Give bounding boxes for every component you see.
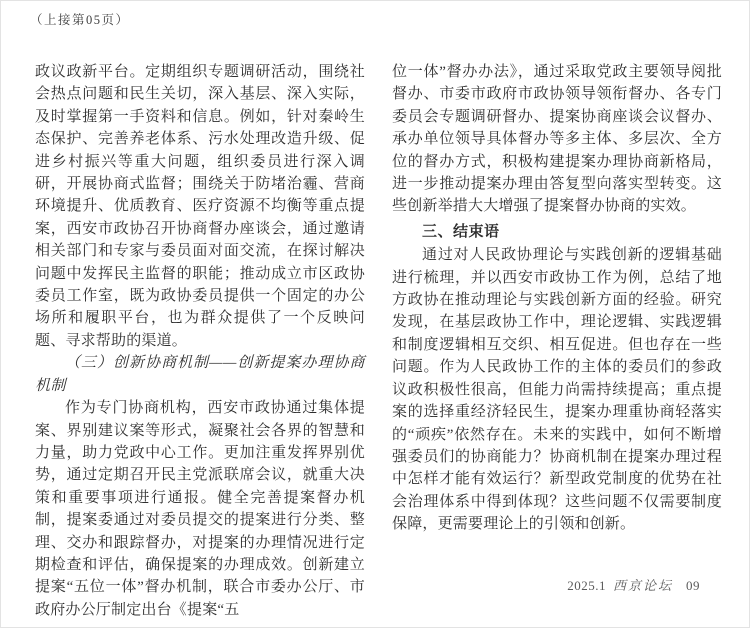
two-column-text-area (35, 61, 722, 621)
page-footer (567, 575, 700, 594)
left-paragraph-continuation: 政议政新平台。定期组织专题调研活动，围绕社会热点问题和民生关切，深入基层、深入实际，及时掌握第一手资料和信息。例如，针对秦岭生态保护、完善养老体系、污水处理改造升级、促进乡村振兴等重大问题，组织委员进行深入调研，开展协商式监督；围绕关于防堵治霾、营商环境提升、优质教育、医疗资源不均衡等重点提案，西安市政协召开协商督办座谈会，通过邀请相关部门和专家与委员面对面交流，在探讨解决问题中发挥民主监督的职能；推动成立市区政协委员工作室，既为政协委员提供一个固定的办公场所和履职平台，也为群众提供了一个反映问题、寻求帮助的渠道。 (35, 64, 365, 349)
section-heading-conclusion: 三、结束语 (422, 222, 500, 240)
continued-from-note: （上接第05页） (30, 13, 130, 27)
footer-page-number: 09 (686, 578, 700, 593)
footer-issue-number: 2025.1 (567, 578, 606, 593)
subsection-heading-innovation-mechanism: （三）创新协商机制——创新提案办理协商机制 (35, 355, 365, 394)
left-paragraph-new: 作为专门协商机构，西安市政协通过集体提案、界别建议案等形式，凝聚社会各界的智慧和力量，助力党政中心工作。更加注重发挥界别优势，通过定期召开民主党派联席会议，就重大决策和重要事项进行通报。健全完善提案督办机制，提案委通过对委员提交的提案进行分类、整理、交办和跟踪督办，对提案的办理情况进行定期检查和评估，确保提案的办理成效。创新建立提案“五位一体”督办机制，联合市委办公厅、市政府办公厅制定出台《提案“五 (35, 400, 365, 618)
left-column (35, 61, 365, 621)
footer-journal-name: 西京论坛 (612, 578, 673, 593)
right-column (392, 61, 722, 621)
right-paragraph-conclusion: 通过对人民政协理论与实践创新的逻辑基础进行梳理，并以西安市政协工作为例，总结了地方政协在推动理论与实践创新方面的经验。研究发现，在基层政协工作中，理论逻辑、实践逻辑和制度逻辑相互交织、相互促进。但也存在一些问题。作为人民政协工作的主体的委员们的参政议政积极性很高，但能力尚需持续提高；重点提案的选择重经济轻民生，提案办理重协商轻落实的“顽疾”依然存在。未来的实践中，如何不断增强委员们的协商能力？协商机制在提案办理过程中怎样才能有效运行？新型政党制度的优势在社会治理体系中得到体现？这些问题不仅需要制度保障，更需要理论上的引领和创新。 (392, 247, 722, 533)
right-paragraph-continuation: 位一体”督办办法》，通过采取党政主要领导阅批督办、市委市政府市政协领导领衔督办、各专门委员会专题调研督办、提案协商座谈会议督办、承办单位领导具体督办等多主体、多层次、全方位的督办方式，积极构建提案办理协商新格局，进一步推动提案办理由答复型向落实型转变。这些创新举措大大增强了提案督办协商的实效。 (392, 64, 722, 215)
